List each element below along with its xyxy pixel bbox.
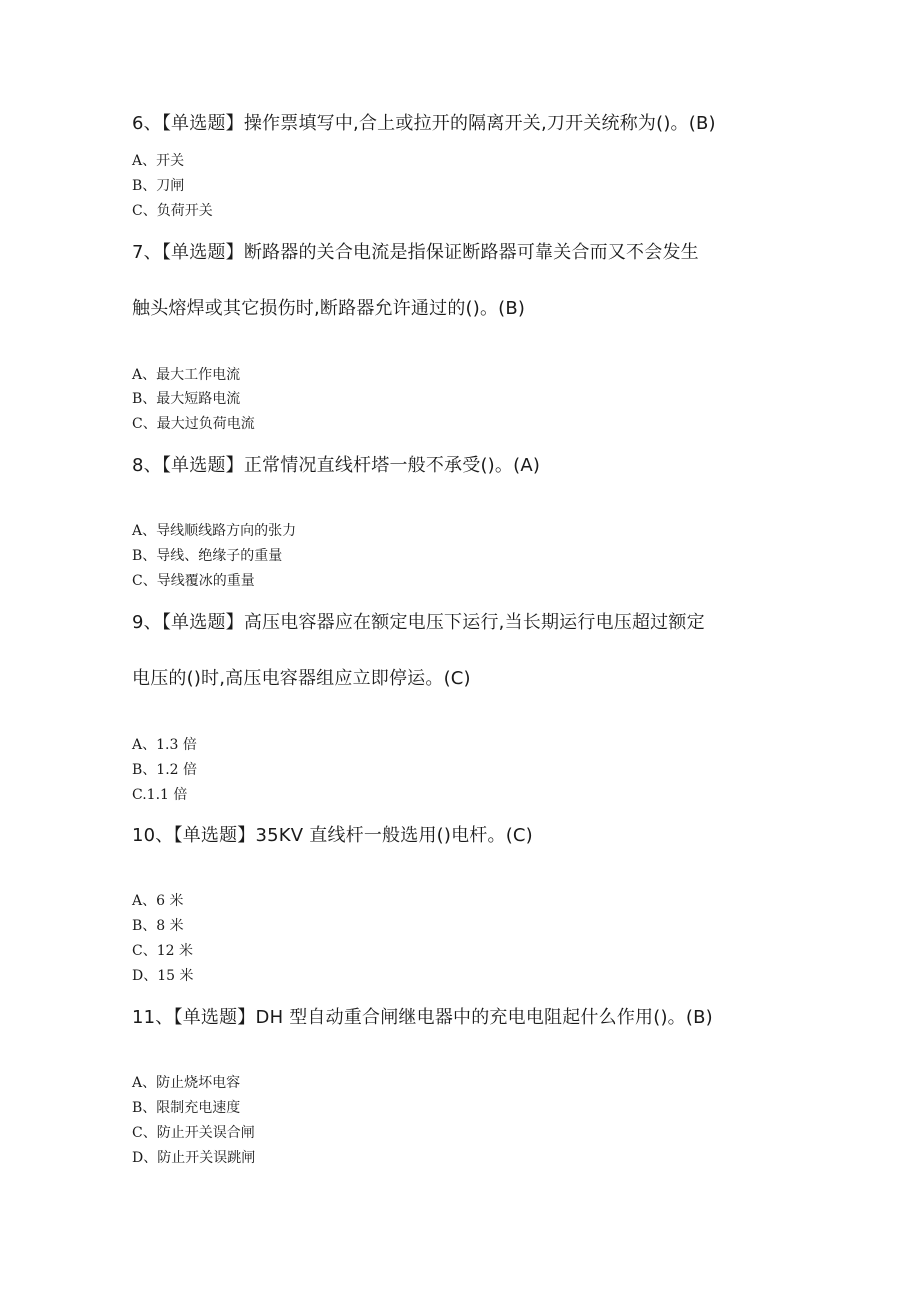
question-10-option-b: B、8 米	[132, 918, 184, 934]
question-10-text: 10、【单选题】35KV 直线杆一般选用()电杆。(C)	[132, 825, 533, 846]
question-7-text-line2: 触头熔焊或其它损伤时,断路器允许通过的()。(B)	[132, 298, 526, 319]
question-7-text-line1: 7、【单选题】断路器的关合电流是指保证断路器可靠关合而又不会发生	[132, 242, 699, 263]
question-6-option-b: B、刀闸	[132, 178, 185, 194]
question-6-option-c: C、负荷开关	[132, 203, 213, 219]
question-7-option-a: A、最大工作电流	[132, 367, 241, 383]
question-10-option-a: A、6 米	[132, 893, 184, 909]
question-8-text: 8、【单选题】正常情况直线杆塔一般不承受()。(A)	[132, 455, 541, 476]
question-8-option-b: B、导线、绝缘子的重量	[132, 548, 283, 564]
question-8-option-c: C、导线覆冰的重量	[132, 573, 255, 589]
question-11-option-a: A、防止烧坏电容	[132, 1075, 241, 1091]
question-8-option-a: A、导线顺线路方向的张力	[132, 523, 297, 539]
question-6-text: 6、【单选题】操作票填写中,合上或拉开的隔离开关,刀开关统称为()。(B)	[132, 113, 716, 134]
question-6-option-a: A、开关	[132, 153, 185, 169]
question-9-option-c: C.1.1 倍	[132, 787, 188, 803]
question-10-option-d: D、15 米	[132, 968, 194, 984]
question-9-option-b: B、1.2 倍	[132, 762, 198, 778]
question-11-text: 11、【单选题】DH 型自动重合闸继电器中的充电电阻起什么作用()。(B)	[132, 1007, 713, 1028]
question-11-option-b: B、限制充电速度	[132, 1100, 241, 1116]
question-10-option-c: C、12 米	[132, 943, 193, 959]
question-9-text-line2: 电压的()时,高压电容器组应立即停运。(C)	[132, 668, 471, 689]
question-7-option-c: C、最大过负荷电流	[132, 416, 255, 432]
question-11-option-c: C、防止开关误合闸	[132, 1125, 255, 1141]
question-7-option-b: B、最大短路电流	[132, 391, 241, 407]
question-9-option-a: A、1.3 倍	[132, 737, 197, 753]
question-9-text-line1: 9、【单选题】高压电容器应在额定电压下运行,当长期运行电压超过额定	[132, 612, 705, 633]
question-11-option-d: D、防止开关误跳闸	[132, 1150, 256, 1166]
